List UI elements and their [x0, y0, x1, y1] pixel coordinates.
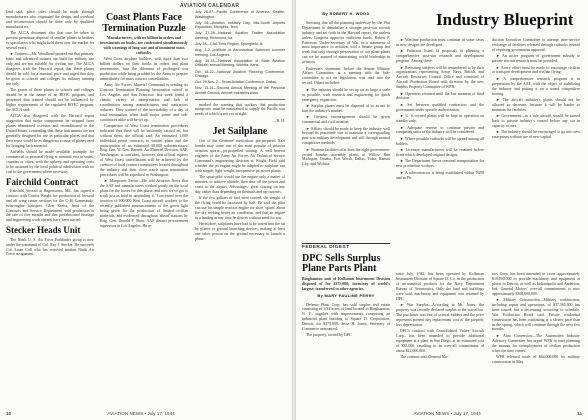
bullet-paragraph: ► A comprehensive research program is in preparation by the AAF, with the object of stabilizing the industry and putting it on a sound competitive footing. — [492, 76, 580, 96]
bullet-paragraph: ► The industry should be encouraged to go into new enterprises without use of new capital. — [492, 130, 580, 140]
federal-digest-column-2 — [396, 272, 484, 400]
calendar-item: Oct. 18-22—National Aviation Planning Conference, Chicago. — [195, 69, 285, 79]
journal-line: AVIATION NEWS • July 17, 1944 — [107, 411, 175, 416]
bullet-paragraph: ► Military Construction—Military construction, including repair and operations, of $37,565,000 has been issued, but a decreasing according to schedule. War Production Board said. Private residential construction has been continuing at a slower pace than in the spring, which will continue through the next few months. — [492, 298, 580, 332]
bullet-paragraph: ► U. S.-owned plants will be kept in operation on standby only. — [396, 114, 484, 124]
bullet-paragraph: ► Adequate reserve to continue private and competing units of the industry will be considered. — [396, 125, 484, 135]
right-column-1 — [302, 10, 390, 242]
paragraph: duction Executive Committee to attempt inter-service exchange of facilities released through cutbacks instead of requiring government approval. — [492, 38, 580, 52]
left-page — [0, 0, 292, 420]
bullet-paragraph: ► A subcontractor is being established within WPB and in Ph- — [396, 170, 484, 180]
left-column-1 — [6, 10, 94, 408]
bullet-paragraph: ► Wartime facilities of at least the eight government-owned bomber assembly plants at Willow Run Michigan, Omaha, Fort Worth, Dallas, Tulsa, Kansas City, and Wichita. — [302, 147, 390, 167]
paragraph: The sport-pilot would use the engine only a matter of minutes, to achieve altitude, then shut off the power and coast to the airport. Advantages: great soaring on any day, rather than depending on thermals and up-currents. — [195, 174, 285, 194]
running-header: AVIATION CALENDAR — [180, 3, 240, 9]
left-column-2 — [100, 10, 188, 408]
paragraph: Comparison of West Coast termination procedures indicated that these will be uniformly carried on, but without them, the official said. An estimated 1,000 individual prime contracts to written plans and the participation of an estimated 50,000 subcontractors. Brig. Gen. W. Gen. Barnett, Air Materiel Division, AAF, Washington, is confident, however, that official aspects of West Coast cancellations will be achieved by the creation of local contract committees located throughout the industry and their close watch upon termination procedures will be expedited in Washington. — [100, 123, 188, 177]
page-footer-left — [6, 411, 175, 416]
calendar-item: Aug. 1-2—Institute of Aeronautical Sciences summer meeting, Los Angeles. — [195, 48, 285, 57]
bullet-paragraph: ► Revisiting subjects will be renumbered to by their organizations representing Army, Navy, British, and Aircraft Resources Council Office and consisted of Aircraft Production Board with direction by the new Surplus Property Committee of WPB. — [396, 65, 484, 90]
paragraph: marked the warning that workers that production manpower must be maintained to supply the Pacific war needs of which is not yet in sight. — [195, 102, 285, 117]
signoff: —R. H. — [272, 118, 285, 123]
bullet-paragraph: ► The aircraft industry's plants should not be allowed to decrease, because it will be harder to maintain the facilities. — [492, 97, 580, 112]
bullet-paragraph: ► Greatest encouragement should be given commercial and civil aviation. — [302, 115, 390, 125]
bullet-paragraph: ► Every effort must be made to encourage civilian or transport development and civilian flying. — [492, 65, 580, 75]
page-number: 11 — [577, 411, 582, 416]
bullet-paragraph: ► Efforts should be made to keep the industry well beyond its peacetime size to maintain a corresponding post-war military development and still through normal competitive methods. — [302, 126, 390, 146]
headline-stecker: Stecker Heads Unit — [6, 225, 81, 236]
paragraph: Army Air Forces Materiel Command is sending its Contract Termination Planning 'termination school' to Los Angeles and San Francisco last week found a chaotic variety of interpretation and lack of coordination among manufacturers and contractors reducers. They warned of the inevitability of a day of total termination when both major prime and sub-contractors alike will be set up. — [100, 83, 188, 122]
paragraph: West Coast airplane builders, with more than two billion dollars on their books in orders and plant investments, face the dilemma of prolonged war production while being prodded by the Army to prepare immediately for mass contract cancellations. — [100, 57, 188, 81]
paragraph: Stressing that all the planning underway by the War Department to demobilize a stronger post-war aircraft industry and set forth in the Harvard report, the useless unless Congress approves sufficient funds, Robert P. Patterson, Under-Secretary of War, in a statement of most importance to aviation, told a Senate group last week that only through preservation of our plane plants can we be assured of maintaining world leadership in aviation. — [302, 20, 390, 65]
right-page — [296, 0, 588, 420]
paragraph: ACCA also disagreed with the Harvard report suggestion that major components be stripped from planes abandoned overseas and reconditioned in the United States, contending that these instruments are not generally designed for use in particular places and that their reuse would be as dangerous a reuse of planes used for bringing back material. — [6, 114, 94, 148]
calendar-item: July 28—CAA Third Region, Springfield, Ill. — [195, 42, 264, 47]
paragraph: WPB released totals of $64,000,000 for military construction in May. — [492, 355, 580, 364]
bullet-paragraph: ► Patterson listed 12 proposals in planning a comprehensive post-war research and development program. Among these: — [396, 49, 484, 64]
bullet-paragraph: ► Auto Conversion—The Automotive Industry Advisory Committee has urged WPB to start planning the manner for reemployment of civilian production when the time comes. — [492, 333, 580, 353]
calendar-item: July 27-28—National Aviation Trades Association meeting, Richmond, Va. — [195, 31, 285, 40]
headline-coast-plants: Coast Plants Face Termination Puzzle — [102, 12, 186, 34]
right-column-2 — [396, 38, 484, 270]
paragraph: Patterson's statement, before the Senate Military Affairs Committee, at a meeting with the Sub-committee to act on legislation, was read into the record. Others included: — [302, 66, 390, 86]
paragraph: Defense Plant Corp. has sold surplus real estate consisting of 3.34 acres of land located in Binghamton, N. Y., together with improvements comprising an industrial plant building to Square D. Corporation, Detroit, for $375,000, Jesse H. Jones, Secretary of Commerce announced. — [302, 302, 390, 332]
page-number: 10 — [6, 411, 12, 416]
paragraph: The Ninth U. S. Air Force Pathfinder group is now under the command of Col. Ray J. Stecker. He succeeds Col. Lauer Coll who has received another Ninth Air Force assignment. — [6, 237, 94, 257]
paragraph: Out of the Germans' meticulous pre-prepared Nazi bombs may come one of the most popular of postwar aviation sports—jet-propelled soaring. A well known engineer of the Army Air Forces Air Technical Service Command's engineering division at Wright Field said whether the jet engine might be adapted to sailplane use with simple, light-weight, inexpensive jet power plants. — [195, 139, 285, 173]
calendar-item: Aug. 16-18—National Association of State Aviation Officials, annual Meeting, Wichita, Kans. — [195, 58, 285, 68]
bullet-paragraph: ► The Department favors seasonal transportation for new production workers. — [396, 159, 484, 169]
article-lead: Manufacturers, with no billion in orders and investments on books, are confronted simultaneously with warnings of long war and of imminent mass cutbacks. — [100, 36, 188, 55]
paragraph: ► Manpower Factor—He told Aviation News that the AAF and manufacturers worked jointly on the local plans for the forces for this phase, and now we've got to work just as hard in unwinding it.' Concerned over the reaction of 600,000 West Coast aircraft workers to the recently published announcements of the green light being given for the production of limited civilian materials, and evidenced throughout 'ahead' stations by Brig. Gen. Donald F. Shaw, AAF district procurement supervisor in Los Angeles. He re- — [100, 179, 188, 228]
bullet-paragraph: ► Operators retained until the last moment of final decision. — [396, 91, 484, 101]
article-title: Industry Blueprint — [436, 10, 574, 29]
section-label-federal-digest: FEDERAL DIGEST — [302, 243, 390, 251]
paragraph: The ACCA document also that care be taken to prevent premature disposal of smaller planes to brokers or speculators who might hold them over the market for several years. — [6, 31, 94, 50]
headline-jet-sailplane: Jet Sailplane — [212, 125, 268, 137]
bullet-paragraph: ► Wartime production must continue in some cases as new designs are developed. — [396, 38, 484, 47]
bullet-paragraph: ► Surplus planes must be disposed of so as not to hurt the industry's market. — [302, 103, 390, 113]
headline-dpc-sells: DPC Sells Surplus Plane Parts Plant — [302, 252, 381, 275]
divider — [195, 99, 285, 100]
byline: By MARY PAULINE PERRY — [317, 292, 375, 298]
byline: By ROBERT H. WOOD — [322, 11, 370, 16]
calendar-item: Oct. 29-Nov. 2—Texas Aviation Conference, Dallas. — [195, 80, 277, 85]
calendar-item: July 26-27—Pacific Conference of America, Seattle, Washington. — [195, 10, 285, 19]
headline-fairchild: Fairchild Contract — [6, 176, 79, 187]
bullet-paragraph: ► The industry should be set up on as large a scale as possible, with research and engineering for quick emergency expansion. — [302, 87, 390, 102]
bullet-paragraph: ► An active program of government subsidy to private aircraft research must be provided. — [492, 54, 580, 64]
paragraph: Airfields should be made available promptly for commercial or personal flying at nominal cost to states, counties or cities, with the upkeep and operating costs to be assumed by the local political subdivision with no cost to the government where necessary. — [6, 149, 94, 174]
article-lead: Binghamton unit of Kollsman Instrument Division disposed of for $375,000; inventory of world's largest; transferred to other agencies. — [302, 276, 390, 291]
paragraph: land said, place sales should be made through manufacturers who originated the design, and overhaul and reconversion should be done only by qualified manufacturers. — [6, 10, 94, 29]
page-footer-right — [414, 411, 582, 416]
paragraph: The grants of these planes to schools and colleges should be in the nature of an ROTC program, and personnel thus trained should not be influenced by higher requirements of the regulated ROTC program, the ACCA said. — [6, 88, 94, 112]
paragraph: Heretofore, sailplanes have had to be towed into the air by planes or ground launching devices, making at least one other person on the ground necessary to launch a plane. — [195, 222, 285, 241]
paragraph: ► Trainers—Mr. Woodhead pointed out that primary, basic and advanced trainers are built for military use only and are not suitable for civilian use. The ACCA disagrees with the Harvard report that these planes should be sold for a nominal price and urged that they be given to schools and colleges for military training use only. — [6, 52, 94, 86]
bullet-paragraph: ► Licensee manufacturers will be retained before firms which developed original designs. — [396, 148, 484, 158]
journal-line: AVIATION NEWS • July 17, 1944 — [413, 411, 481, 416]
paragraph: since July, 1942, has been operated by Kollsman Instrument Division of Square D. Co. in the production of aeronautical products for the Navy Department Bureau of Aeronautics. Only the land and buildings were sold; machinery and equipment was retained by DPC. — [396, 272, 484, 301]
federal-digest-column — [302, 240, 390, 400]
right-column-3 — [492, 38, 580, 270]
calendar-list — [195, 10, 285, 96]
paragraph: The property, owned by DPC — [306, 333, 352, 338]
bullet-paragraph: ► Where possible cutbacks will be spread among all bidders. — [396, 136, 484, 146]
left-column-3 — [195, 10, 285, 408]
federal-digest-column-3 — [492, 272, 580, 400]
bullet-paragraph: ► War Surplus—According to Mr. Jones, the property was recently declared surplus to the war effort. The purchaser was one of several bidders and the price represents present day replacement cost of the property less depreciation. — [396, 302, 484, 327]
calendar-item: Nov. 13-14—Second Annual Meeting of the Personal Aircraft Council, Aircraft Industries Assn. — [195, 86, 285, 95]
paragraph: If the few gallons of fuel were carried, the weight of the flying could be increased by half. He said the pilot can use his simple reaction engine for short 'spurts' about the sky seeking better air conditions, and that an engine in a landing at any time he desires without need for tow. — [195, 196, 285, 220]
paragraph: DPC's contract with Consolidated Vultee Aircraft Corp., has been amended to provide additional equipment at a plant in San Diego, at an estimated cost of $35,000, resulting in an over-all commitment of about $22,000,000. — [396, 328, 484, 353]
calendar-item: July 26—Aviation Industry Day, Mid-South Airports Exposition, Memphis, Tenn. — [195, 20, 285, 30]
paragraph: tors Corp. has been amended to cover approximately $19,000,000 to provide machinery and equipment at plants in Detroit, as well as Indianapolis and Anderson, Ind. General Motors' over-all commitments is now approximately $300,000,000. — [492, 272, 580, 296]
bullet-paragraph: ► Government—as a rule aircraft should be turned back to private industry's control before any cut in capacity occurs. — [492, 114, 580, 128]
paragraph: Fairchild Aircraft at Hagerstown, Md., has signed a contract with Curtiss-Wright for production of forward and aft wing center sections for the C-46 Commando, twin-engine transport. Glen Kreiss, head of the Contracts and Service Department, said production at the rate of five months and that prefabricated fuselage and engineering work already have been started. — [6, 188, 94, 223]
paragraph: The contract with General Mo- — [400, 355, 449, 359]
bullet-paragraph: ► Set between qualified contractors and the government under specific authorization. — [396, 102, 484, 112]
